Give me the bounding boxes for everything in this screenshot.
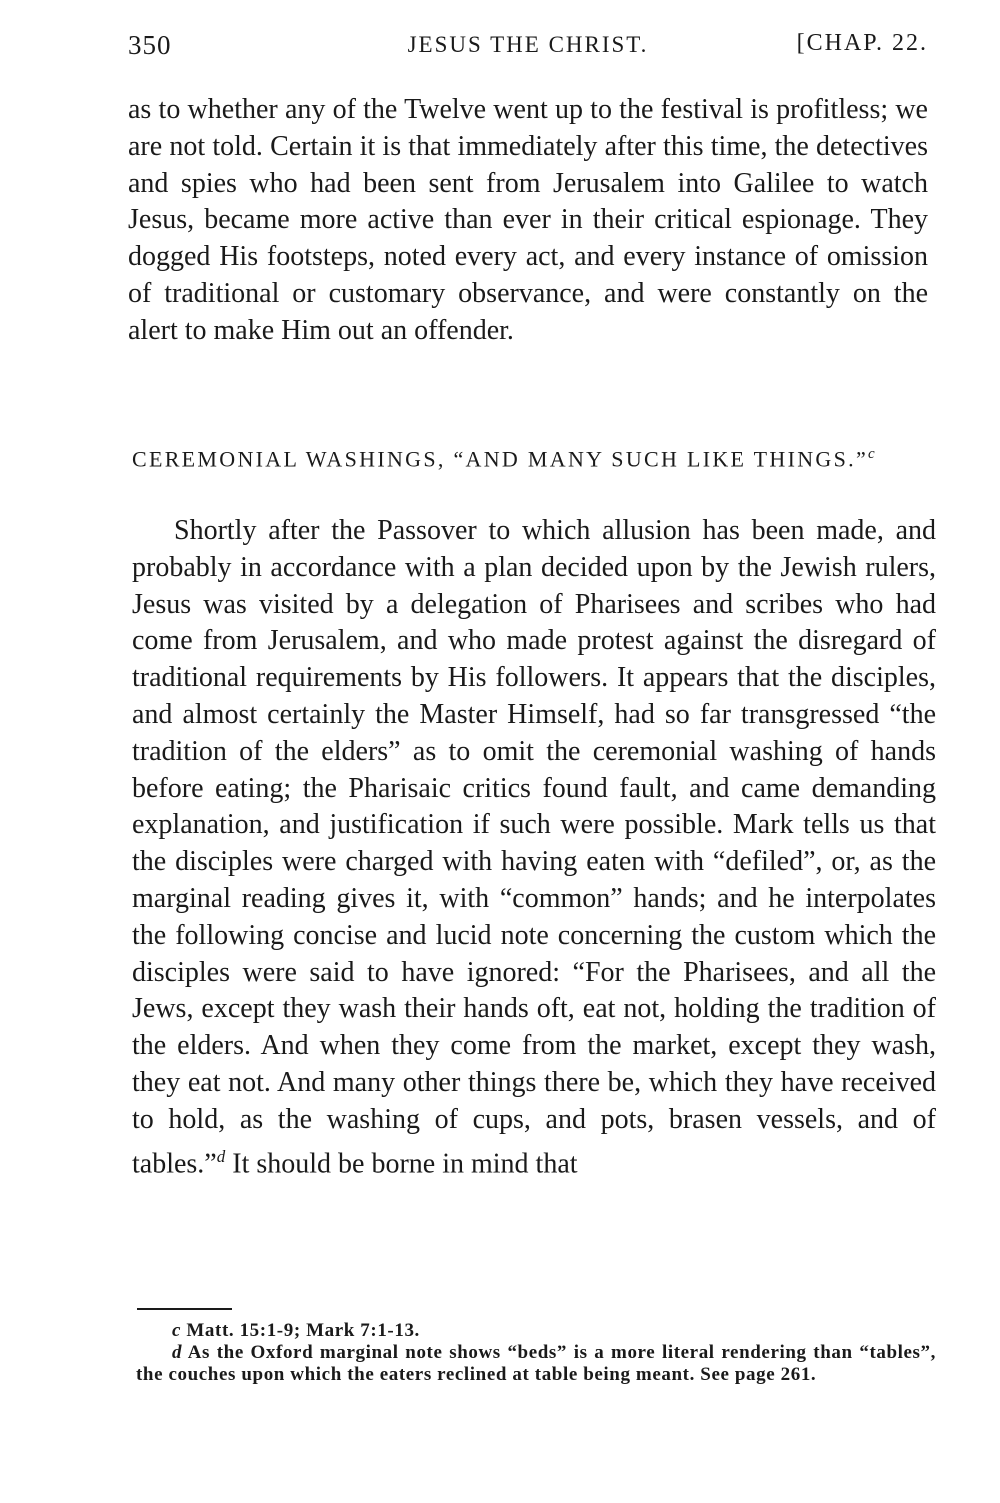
chapter-label: [CHAP. 22. bbox=[796, 30, 928, 56]
paragraph-body bbox=[132, 513, 936, 1183]
paragraph-body-text: Shortly after the Passover to which allusion has been made, and probably in accordance with a plan decided upon by the Jewish rulers, Jesus was visited by a delegation of Pharisees and scribes who had come from Jerusalem, and who made protest against the disregard of traditional requirements by His followers. It appears that the disciples, and almost certainly the Master Himself, had so far transgressed “the tradition of the elders” as to omit the ceremonial washing of hands before eating; the Pharisaic critics found fault, and came demanding explanation, and justification if such were possible. Mark tells us that the disciples were charged with having eaten with “defiled”, or, as the marginal reading gives it, with “common” hands; and he interpolates the following concise and lucid note concerning the custom which the disciples were said to have ignored: “For the Pharisees, and all the Jews, except they wash their hands oft, eat not, holding the tradition of the elders. And when they come from the market, except they wash, they eat not. And many other things there be, which they have received to hold, as the washing of cups, and pots, brasen vessels, and of tables.” bbox=[132, 515, 936, 1179]
footnote-d bbox=[136, 1342, 936, 1386]
footnote-ref-d: d bbox=[216, 1146, 226, 1166]
footnote-text: As the Oxford marginal note shows “beds” is a more literal rendering than “tables”, the couches upon which the eaters reclined at table being meant. See page 261. bbox=[136, 1342, 936, 1385]
footnote-ref-c: c bbox=[868, 446, 875, 462]
paragraph-continuation: as to whether any of the Twelve went up to the festival is profitless; we are not told. Certain it is that immediately after this time, the detectives and spies who had been sent from Jerusalem into Galilee to watch Jesus, became more active than ever in their critical espionage. They dogged His footsteps, noted every act, and every instance of omission of traditional or customary observance, and were constantly on the alert to make Him out an offender. bbox=[128, 94, 928, 346]
footnote-mark: c bbox=[172, 1320, 182, 1341]
footnote-mark: d bbox=[172, 1342, 183, 1363]
page-number: 350 bbox=[128, 30, 172, 60]
paragraph-body-tail: It should be borne in mind that bbox=[225, 1147, 578, 1179]
footnote-text: Matt. 15:1-9; Mark 7:1-13. bbox=[181, 1320, 420, 1341]
book-title: JESUS THE CHRIST. bbox=[407, 32, 649, 57]
section-heading bbox=[132, 446, 932, 472]
footnotes bbox=[136, 1320, 936, 1386]
running-head bbox=[128, 30, 928, 70]
section-heading-text: CEREMONIAL WASHINGS, “AND MANY SUCH LIKE THINGS.” bbox=[132, 446, 869, 472]
footnote-divider bbox=[137, 1308, 232, 1310]
footnote-c bbox=[136, 1320, 936, 1342]
